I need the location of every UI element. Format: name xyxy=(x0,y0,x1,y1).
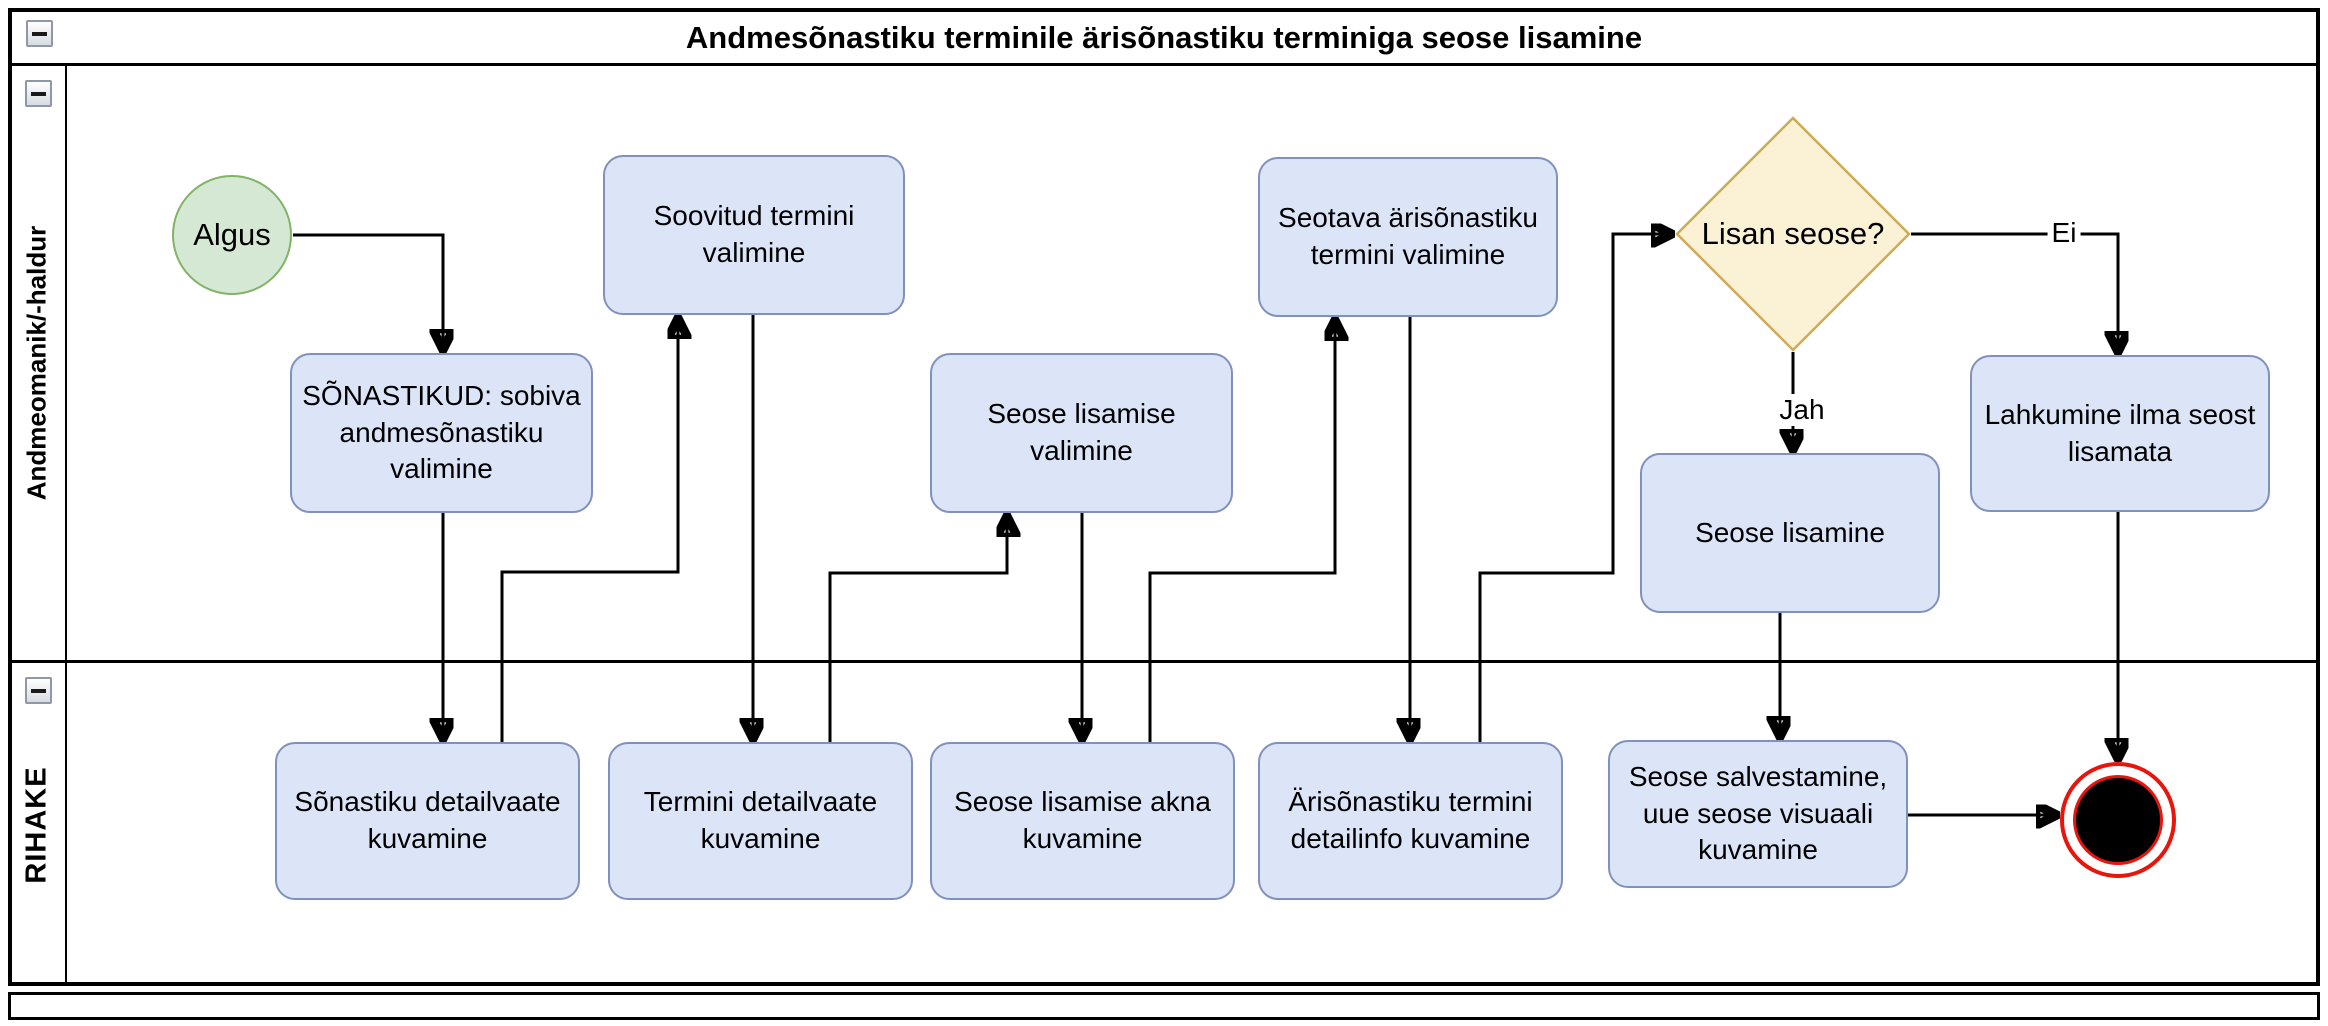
task-label: Seose lisamise akna kuvamine xyxy=(954,786,1211,854)
task-label: Sõnastiku detailvaate kuvamine xyxy=(294,786,561,854)
minus-icon xyxy=(32,32,47,36)
task-sonastikud-valimine[interactable] xyxy=(290,353,593,513)
task-label: Soovitud termini valimine xyxy=(653,200,855,268)
lane-rihake-label: RIHAKE xyxy=(20,765,52,884)
collapse-lane1-button[interactable] xyxy=(25,80,52,107)
task-label: Seose salvestamine, uue seose visuaali kuvamine xyxy=(1628,760,1888,866)
task-label: Seotava ärisõnastiku termini valimine xyxy=(1278,202,1538,270)
task-lahkumine[interactable] xyxy=(1970,355,2270,512)
task-seose-lisamine[interactable] xyxy=(1640,453,1940,613)
start-event[interactable] xyxy=(172,175,292,295)
end-event-inner-circle xyxy=(2073,775,2163,865)
decision-lisan-seose[interactable] xyxy=(1675,116,1911,352)
start-event-label: Algus xyxy=(193,217,271,252)
task-ari-termini-detailinfo[interactable] xyxy=(1258,742,1563,900)
task-label: Termini detailvaate kuvamine xyxy=(643,786,878,854)
edge-label-jah: Jah xyxy=(1775,394,1828,426)
task-seose-lisamise-valimine[interactable] xyxy=(930,353,1233,513)
task-seotava-ari-termini-valimine[interactable] xyxy=(1258,157,1558,317)
collapse-lane2-button[interactable] xyxy=(25,677,52,704)
task-seose-lisamise-aken[interactable] xyxy=(930,742,1235,900)
minus-icon xyxy=(31,92,46,96)
decision-label: Lisan seose? xyxy=(1701,216,1885,251)
pool-title: Andmesõnastiku terminile ärisõnastiku terminiga seose lisamine xyxy=(685,19,1643,55)
end-event[interactable] xyxy=(2060,762,2176,878)
task-label: Ärisõnastiku termini detailinfo kuvamine xyxy=(1288,786,1533,854)
lane-andmeomanik-strip xyxy=(8,66,67,660)
task-label: SÕNASTIKUD: sobiva andmesõnastiku valimine xyxy=(302,379,581,485)
lane-rihake-strip xyxy=(8,663,67,986)
task-soovitud-termini-valimine[interactable] xyxy=(603,155,905,315)
collapsed-pool-strip xyxy=(8,992,2320,1020)
task-label: Seose lisamine xyxy=(1695,516,1885,548)
task-termini-detailvaade[interactable] xyxy=(608,742,913,900)
task-label: Lahkumine ilma seost lisamata xyxy=(1984,398,2256,467)
task-sonastiku-detailvaade[interactable] xyxy=(275,742,580,900)
edge-label-ei: Ei xyxy=(2048,217,2081,249)
minus-icon xyxy=(31,689,46,693)
task-seose-salvestamine[interactable] xyxy=(1608,740,1908,888)
collapse-pool-button[interactable] xyxy=(26,20,53,47)
pool-header xyxy=(8,8,2320,66)
task-label: Seose lisamise valimine xyxy=(987,398,1176,466)
lane-andmeomanik-label: Andmeomanik/-haldur xyxy=(21,225,51,501)
